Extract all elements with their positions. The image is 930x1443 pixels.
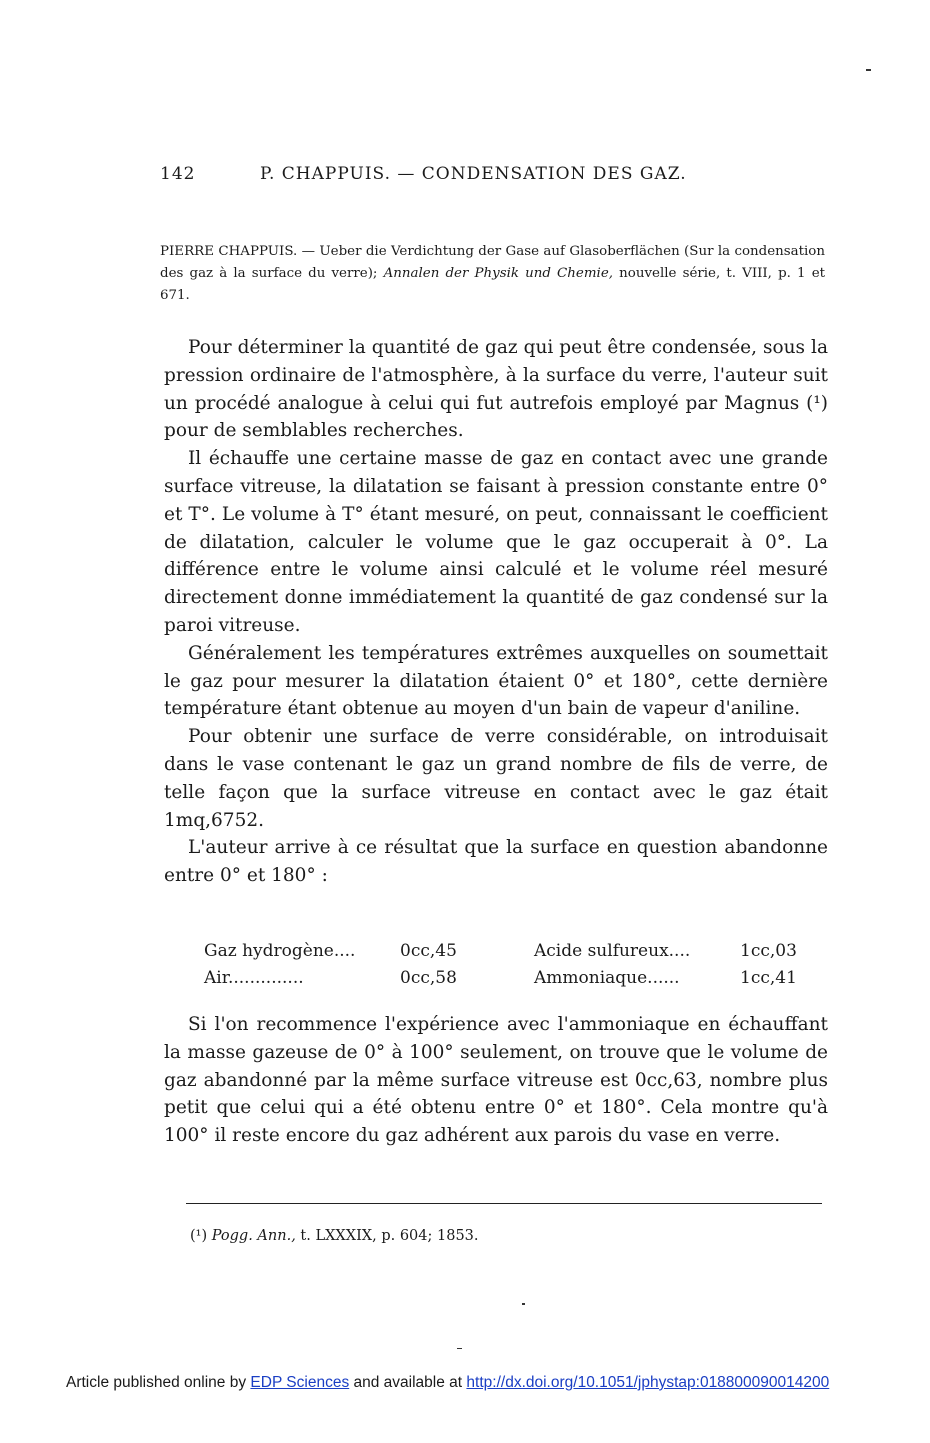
article-body-continued [164,1011,828,1150]
bibliographic-reference [160,241,825,307]
table-row [204,965,804,992]
footnote-separator [186,1203,822,1204]
results-table [204,938,804,992]
gas-name: Air.............. [204,968,304,988]
gas-volume: 1cc,03 [740,941,797,961]
publication-middle: and available at [353,1374,463,1391]
gas-volume: 0cc,58 [400,968,457,988]
paragraph-2: Il échauffe une certaine masse de gaz en contact avec une grande surface vitreuse, la dilatation se faisant à pression constante entre 0° et T°. Le volume à T° étant mesuré, on peut, connaissant le coefficient de dilatation, calculer le volume que le gaz occuperait à 0°. La différence entre le volume ainsi calculé et le volume réel mesuré directement donne immédiatement la quantité de gaz condensé sur la paroi vitreuse. [164,448,828,636]
gas-name: Ammoniaque...... [534,968,680,988]
doi-link[interactable]: http://dx.doi.org/10.1051/jphystap:018800090014200 [466,1374,830,1391]
footnote-marker: (¹) [190,1228,208,1244]
page-number: 142 [160,164,196,184]
reference-author: PIERRE CHAPPUIS. — [160,244,316,259]
running-header [160,164,720,188]
gas-name: Gaz hydrogène.... [204,941,356,961]
scan-speck [457,1348,462,1349]
gas-volume: 0cc,45 [400,941,457,961]
scan-speck [522,1303,525,1305]
paragraph-1: Pour déterminer la quantité de gaz qui peut être condensée, sous la pression ordinaire de l'atmosphère, à la surface du verre, l'auteur suit un procédé analogue à celui qui fut autrefois employé par Magnus (¹) pour de semblables recherches. [164,337,828,442]
publisher-link[interactable]: EDP Sciences [250,1374,350,1391]
footnote-details: t. LXXXIX, p. 604; 1853. [300,1228,479,1244]
scan-speck [866,69,871,71]
reference-details: nouvelle série, t. VIII, p. 1 et 671. [160,266,825,303]
reference-text: Ueber die Verdichtung der Gase auf Glasoberflächen (Sur la condensation des gaz à la surface du verre); [160,244,825,281]
footnote [190,1228,479,1244]
footnote-journal: Pogg. Ann., [211,1228,296,1244]
gas-volume: 1cc,41 [740,968,797,988]
publication-prefix: Article published online by [66,1374,247,1391]
reference-journal: Annalen der Physik und Chemie, [383,266,614,281]
paragraph-4: Pour obtenir une surface de verre considérable, on introduisait dans le vase contenant le gaz un grand nombre de fils de verre, de telle façon que la surface vitreuse en contact avec le gaz était 1mq,6752. [164,726,828,831]
running-title: P. CHAPPUIS. — CONDENSATION DES GAZ. [260,164,687,184]
paragraph-6: Si l'on recommence l'expérience avec l'ammoniaque en échauffant la masse gazeuse de 0° à 100° seulement, on trouve que le volume de gaz abandonné par la même surface vitreuse est 0cc,63, nombre plus petit que celui qui a été obtenu entre 0° et 180°. Cela montre qu'à 100° il reste encore du gaz adhérent aux parois du vase en verre. [164,1014,828,1147]
article-body [164,334,828,890]
table-row [204,938,804,965]
publication-notice [66,1374,866,1392]
paragraph-3: Généralement les températures extrêmes auxquelles on soumettait le gaz pour mesurer la dilatation étaient 0° et 180°, cette dernière température étant obtenue au moyen d'un bain de vapeur d'aniline. [164,642,828,720]
gas-name: Acide sulfureux.... [534,941,691,961]
paragraph-5: L'auteur arrive à ce résultat que la surface en question abandonne entre 0° et 180° : [164,837,828,887]
